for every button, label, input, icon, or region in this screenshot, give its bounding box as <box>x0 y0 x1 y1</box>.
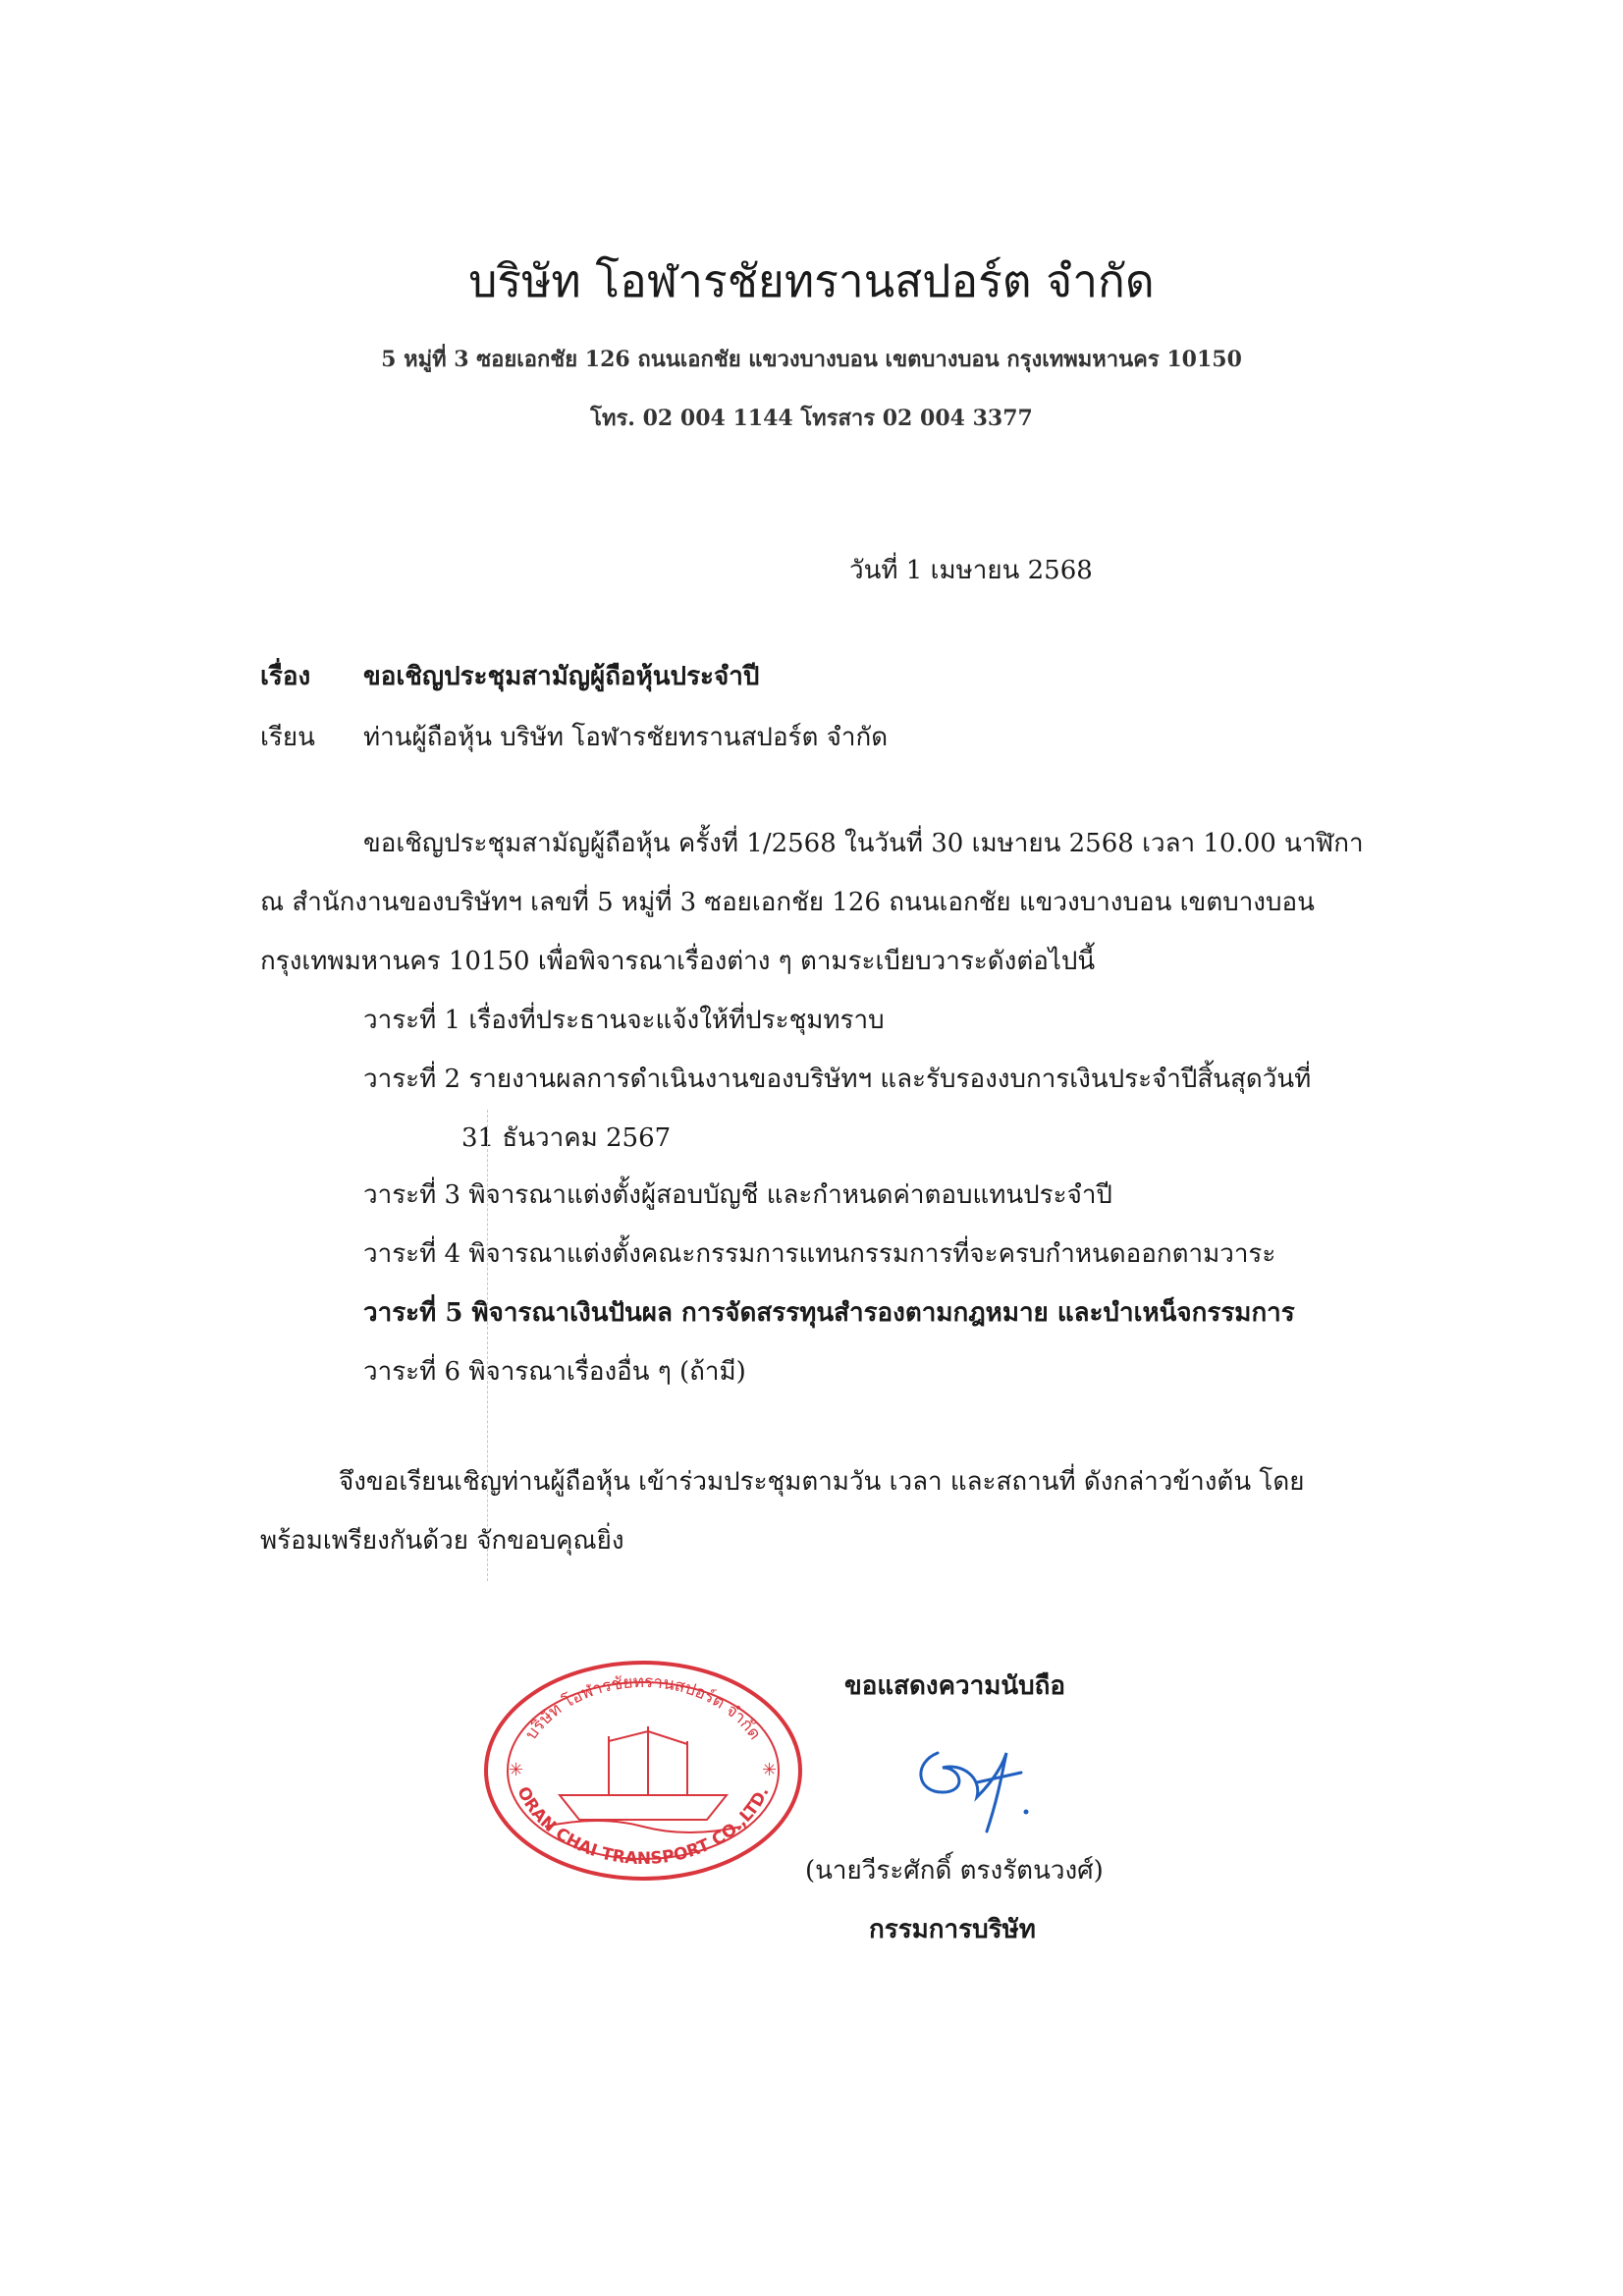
company-address: 5 หมู่ที่ 3 ซอยเอกชัย 126 ถนนเอกชัย แขวงบางบอน เขตบางบอน กรุงเทพมหานคร 10150 <box>381 347 1242 372</box>
body-line: ณ สำนักงานของบริษัทฯ เลขที่ 5 หมู่ที่ 3 ซอยเอกชัย 126 ถนนเอกชัย แขวงบางบอน เขตบางบอน <box>260 888 1315 917</box>
closing-text: ขอแสดงความนับถือ <box>844 1671 1065 1701</box>
agenda-item: วาระที่ 4 พิจารณาแต่งตั้งคณะกรรมการแทนกรรมการที่จะครบกำหนดออกตามวาระ <box>363 1239 1276 1269</box>
conclusion-line: จึงขอเรียนเชิญท่านผู้ถือหุ้น เข้าร่วมประชุมตามวัน เวลา และสถานที่ ดังกล่าวข้างต้น โดย <box>339 1467 1305 1497</box>
seal-star-icon: ✳ <box>509 1760 524 1780</box>
recipient-text: ท่านผู้ถือหุ้น บริษัท โอฬารชัยทรานสปอร์ต จำกัด <box>363 723 889 752</box>
signer-title: กรรมการบริษัท <box>869 1915 1036 1944</box>
agenda-item: วาระที่ 3 พิจารณาแต่งตั้งผู้สอบบัญชี และกำหนดค่าตอบแทนประจำปี <box>363 1180 1112 1210</box>
ship-icon <box>545 1726 741 1832</box>
agenda-item: วาระที่ 5 พิจารณาเงินปันผล การจัดสรรทุนสำรองตามกฎหมาย และบำเหน็จกรรมการ <box>363 1298 1295 1328</box>
agenda-item-continuation: 31 ธันวาคม 2567 <box>461 1123 672 1153</box>
agenda-item: วาระที่ 6 พิจารณาเรื่องอื่น ๆ (ถ้ามี) <box>363 1357 746 1387</box>
subject-label: เรื่อง <box>260 662 311 691</box>
body-line: ขอเชิญประชุมสามัญผู้ถือหุ้น ครั้งที่ 1/2568 ในวันที่ 30 เมษายน 2568 เวลา 10.00 นาฬิกา <box>363 829 1364 858</box>
letter-date: วันที่ 1 เมษายน 2568 <box>849 556 1093 585</box>
subject-text: ขอเชิญประชุมสามัญผู้ถือหุ้นประจำปี <box>363 662 760 691</box>
company-name: บริษัท โอฬารชัยทรานสปอร์ต จำกัด <box>468 254 1155 307</box>
agenda-item: วาระที่ 1 เรื่องที่ประธานจะแจ้งให้ที่ประชุมทราบ <box>363 1006 885 1035</box>
body-line: กรุงเทพมหานคร 10150 เพื่อพิจารณาเรื่องต่าง ๆ ตามระเบียบวาระดังต่อไปนี้ <box>260 947 1096 976</box>
conclusion-line: พร้อมเพรียงกันด้วย จักขอบคุณยิ่ง <box>260 1526 624 1556</box>
agenda-item: วาระที่ 2 รายงานผลการดำเนินงานของบริษัทฯ และรับรองงบการเงินประจำปีสิ้นสุดวันที่ <box>363 1065 1312 1094</box>
fold-line <box>487 1110 488 1581</box>
seal-star-icon: ✳ <box>762 1760 778 1780</box>
seal-text-bottom: ORAN CHAI TRANSPORT CO.,LTD. <box>513 1783 774 1870</box>
signature <box>908 1723 1055 1836</box>
seal-text-top: บริษัท โอฬารชัยทรานสปอร์ต จำกัด <box>521 1671 765 1744</box>
company-contact: โทร. 02 004 1144 โทรสาร 02 004 3377 <box>590 406 1033 431</box>
signer-name: (นายวีระศักดิ์ ตรงรัตนวงศ์) <box>805 1856 1104 1886</box>
recipient-label: เรียน <box>260 723 315 752</box>
company-seal <box>481 1658 805 1884</box>
